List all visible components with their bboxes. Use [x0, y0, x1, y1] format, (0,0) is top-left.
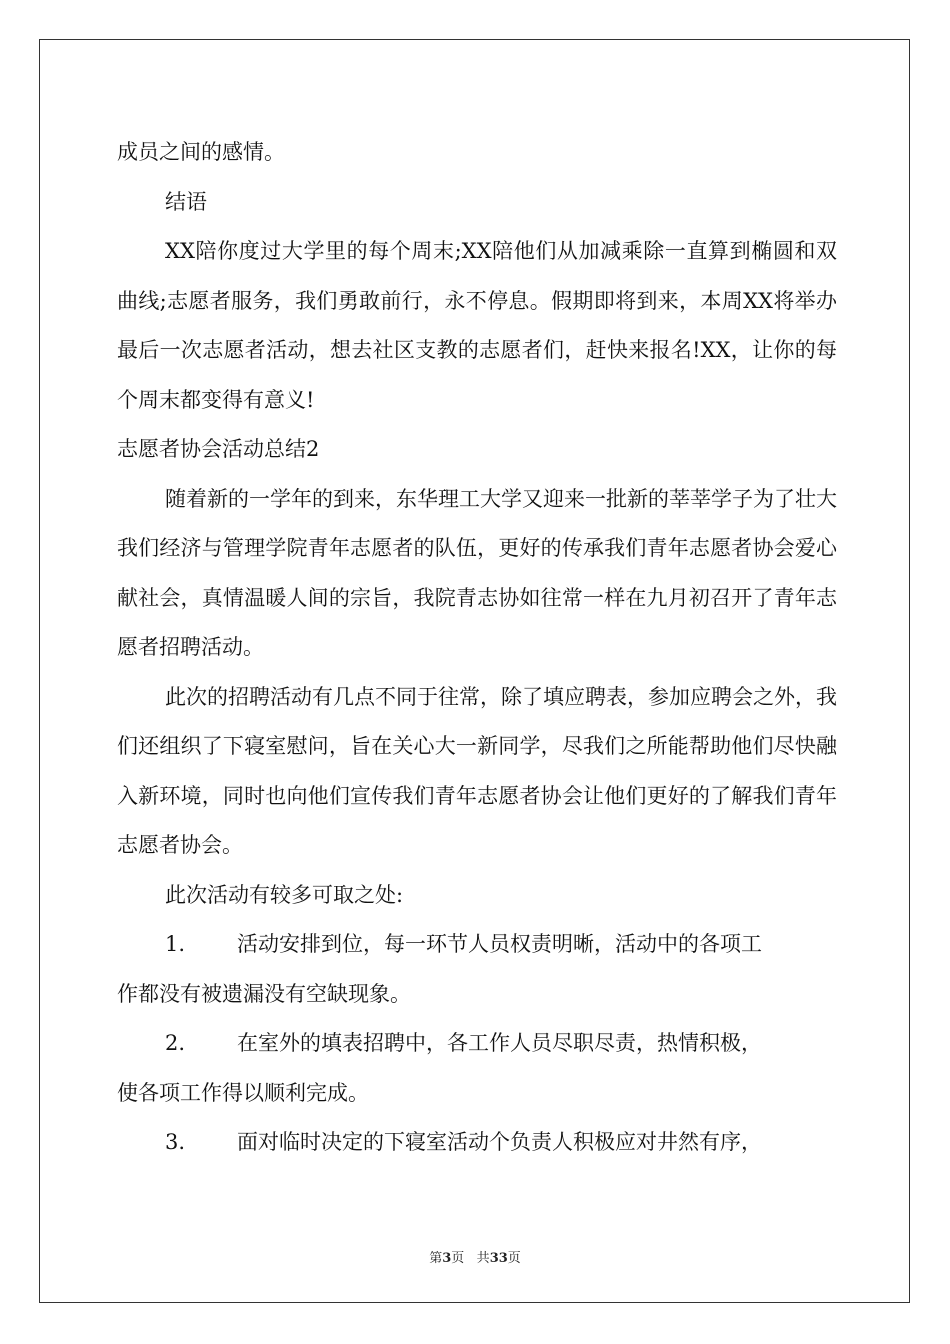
footer-total-pages: 33	[489, 1251, 508, 1266]
list-item-number: 2.	[165, 1031, 186, 1055]
list-item-number: 3.	[165, 1130, 186, 1154]
section-heading-conclusion: 结语	[165, 189, 207, 214]
list-item	[117, 1019, 837, 1118]
footer-page-prefix: 第	[429, 1251, 443, 1266]
section-title: 志愿者协会活动总结2	[117, 437, 320, 461]
paragraph-highlights: 此次活动有较多可取之处:	[165, 882, 404, 907]
list-item-text: 在室外的填表招聘中，各工作人员尽职尽责，热情积极，	[237, 1031, 762, 1055]
list-item	[117, 1118, 837, 1168]
paragraph-continuation: 成员之间的感情。	[117, 140, 285, 164]
paragraph-conclusion: XX陪你度过大学里的每个周末;XX陪他们从加减乘除一直算到椭圆和双曲线;志愿者服务，我们勇敢前行，永不停息。假期即将到来，本周XX将举办最后一次志愿者活动，想去社区支教的志愿者们，赶快来报名!XX，让你的每个周末都变得有意义!	[117, 239, 837, 412]
list-item	[117, 920, 837, 1019]
list-item-text: 活动安排到位，每一环节人员权责明晰，活动中的各项工	[237, 932, 762, 956]
footer-total-suffix: 页	[507, 1251, 521, 1266]
page-footer	[0, 1247, 950, 1266]
list-item-continuation: 作都没有被遗漏没有空缺现象。	[117, 981, 411, 1006]
list-item-text: 面对临时决定的下寝室活动个负责人积极应对井然有序，	[237, 1130, 762, 1154]
document-body	[117, 128, 837, 1168]
list-item-number: 1.	[165, 932, 186, 956]
paragraph-intro: 随着新的一学年的到来，东华理工大学又迎来一批新的莘莘学子为了壮大我们经济与管理学院青年志愿者的队伍，更好的传承我们青年志愿者协会爱心献社会，真情温暖人间的宗旨，我院青志协如往常一样在九月初召开了青年志愿者招聘活动。	[117, 486, 837, 659]
footer-page-suffix: 页	[451, 1251, 465, 1266]
footer-total-prefix: 共	[476, 1251, 490, 1266]
footer-page-number: 3	[442, 1251, 452, 1266]
list-item-continuation: 使各项工作得以顺利完成。	[117, 1080, 369, 1105]
paragraph-recruitment: 此次的招聘活动有几点不同于往常，除了填应聘表，参加应聘会之外，我们还组织了下寝室慰问，旨在关心大一新同学，尽我们之所能帮助他们尽快融入新环境，同时也向他们宣传我们青年志愿者协会让他们更好的了解我们青年志愿者协会。	[117, 684, 837, 857]
